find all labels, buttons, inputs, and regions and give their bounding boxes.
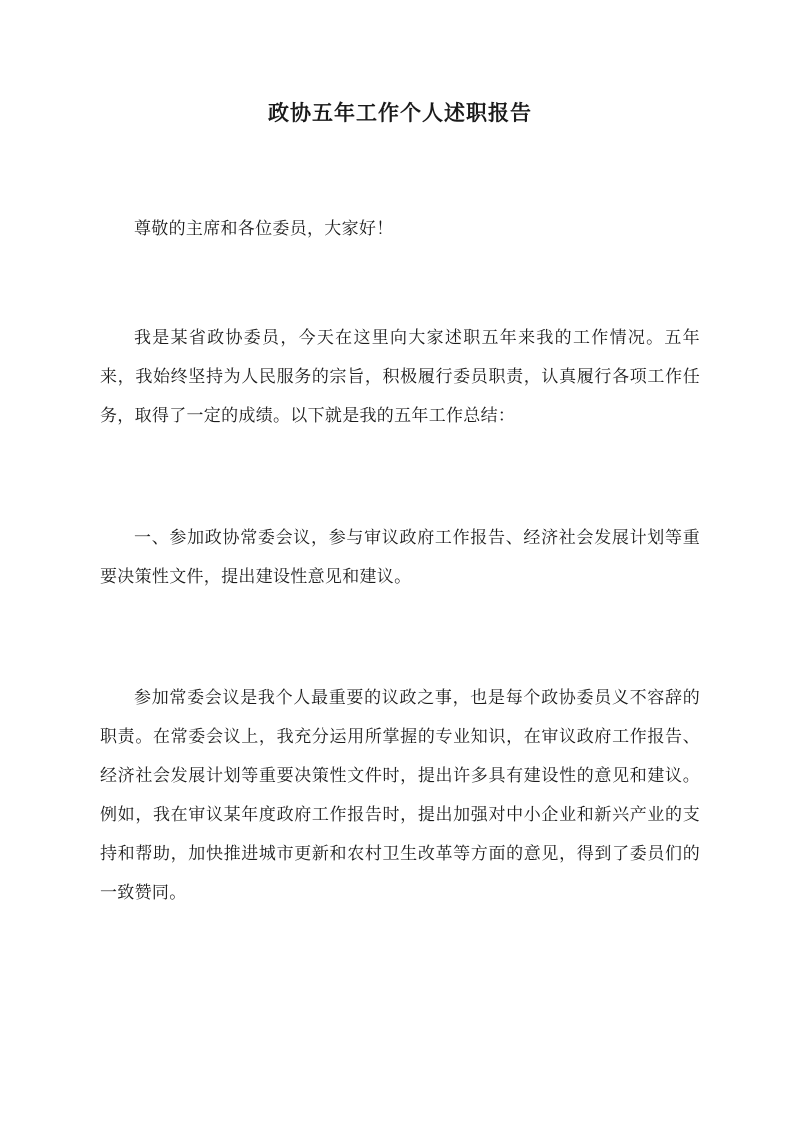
section-1-heading: 一、参加政协常委会议，参与审议政府工作报告、经济社会发展计划等重要决策性文件，提出建设性意见和建议。 — [100, 528, 700, 587]
section-1-body: 参加常委会议是我个人最重要的议政之事，也是每个政协委员义不容辞的职责。在常委会议上，我充分运用所掌握的专业知识，在审议政府工作报告、经济社会发展计划等重要决策性文件时，提出许多具有建设性的意见和建议。例如，我在审议某年度政府工作报告时，提出加强对中小企业和新兴产业的支持和帮助，加快推进城市更新和农村卫生改革等方面的意见，得到了委员们的一致赞同。 — [100, 688, 700, 903]
greeting-paragraph: 尊敬的主席和各位委员，大家好！ — [134, 219, 394, 239]
intro-paragraph: 我是某省政协委员，今天在这里向大家述职五年来我的工作情况。五年来，我始终坚持为人民服务的宗旨，积极履行委员职责，认真履行各项工作任务，取得了一定的成绩。以下就是我的五年工作总结： — [100, 328, 700, 426]
document-title: 政协五年工作个人述职报告 — [268, 100, 532, 125]
